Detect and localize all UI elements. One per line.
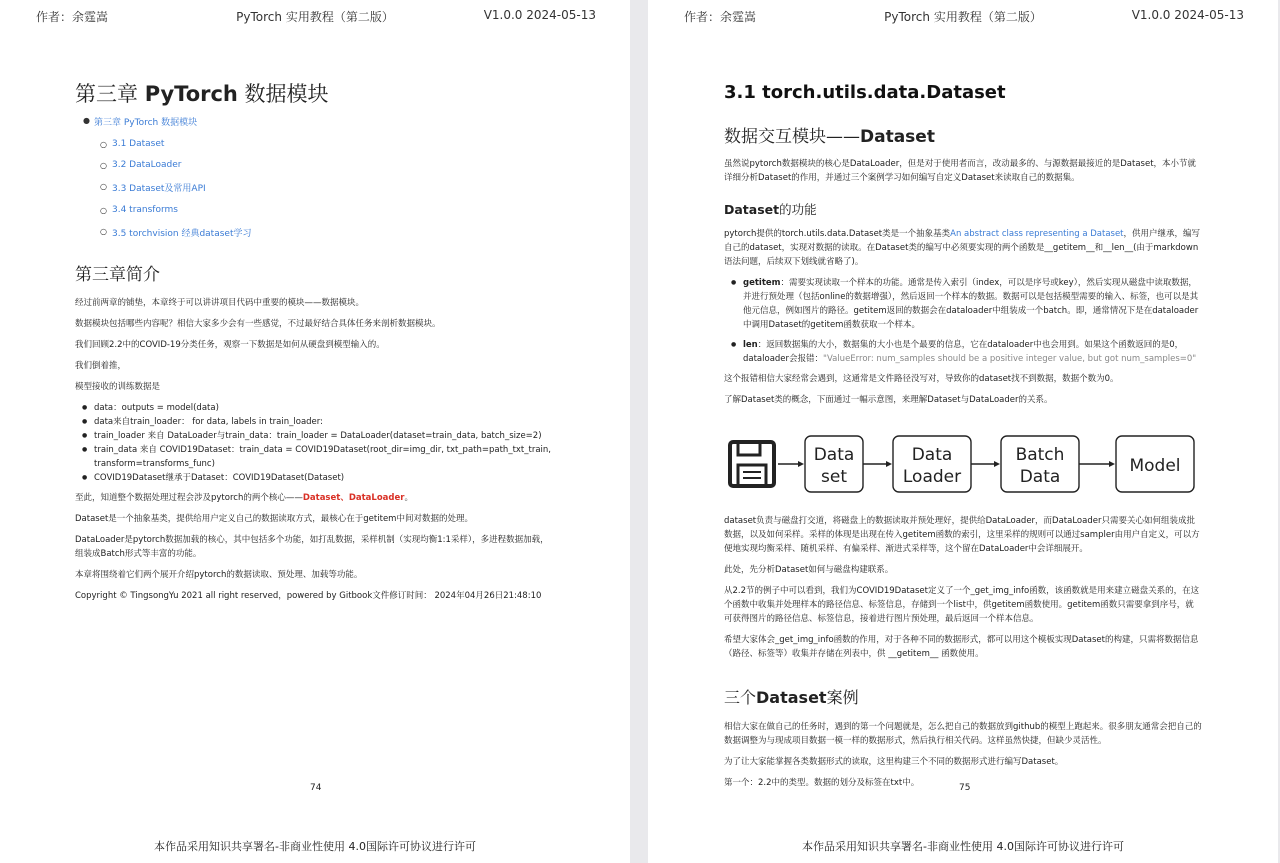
paragraph: 我们倒着推， [75,361,127,371]
chapter-title-suffix: 数据模块 [237,82,329,106]
arrowhead [1109,461,1115,467]
header-title: PyTorch 实用教程（第二版） [884,10,1042,24]
list-item-getitem [724,276,1202,332]
subsection-heading [724,122,935,147]
toc-item-3-1[interactable]: ○ 3.1 Dataset [78,139,251,149]
function-heading-suffix: 的功能 [779,202,817,217]
core-paragraph [75,491,555,505]
table-of-contents [78,115,251,239]
error-paragraph: 这个报错相信大家经常会遇到，这通常是文件路径没写对，导致你的dataset找不到数据，数据个数为0。 [724,374,1119,384]
header-author: 作者：余霆嵩 [684,10,757,24]
function-text-b: ，供用户继承，编写自己的dataset，实现对数据的读取。在Dataset类的编写中必须要实现的两个函数是__getitem__和__len__(由于markdown语法问题，后续双下划线就省略了)。 [724,229,1201,267]
paragraph: 相信大家在做自己的任务时，遇到的第一个问题就是，怎么把自己的数据放到github的模型上跑起来。很多朋友通常会把自己的数据调整为与现成项目数据一模一样的数据形式，然后执行相关代码。这样虽然快捷，但缺少灵活性。 [724,722,1202,746]
box-dataset-label-2: set [821,467,847,487]
chapter-title-bold: PyTorch [144,82,238,106]
len-text: ：返回数据集的大小，数据集的大小也是个最要的信息，它在dataloader中也会用到。如果这个函数返回的是0，dataloader会报错： [743,340,1184,364]
subsection-heading-prefix: 数据交互模块—— [724,127,860,147]
footer-license: 本作品采用知识共享署名-非商业性使用 4.0国际许可协议进行许可 [154,840,476,853]
list-item-len [724,338,1202,366]
box-batchdata-label-1: Batch [1015,445,1065,465]
arrowhead [994,461,1000,467]
arrowhead [886,461,892,467]
disk-icon [730,442,774,486]
error-message: "ValueError: num_samples should be a positive integer value, but got num_samples=0" [823,354,1197,364]
relation-paragraph: 了解Dataset类的概念，下面通过一幅示意图，来理解Dataset与DataLoader的关系。 [724,395,1053,405]
cases-heading [724,685,859,708]
box-model-label: Model [1129,456,1181,476]
core-red-text: Dataset、DataLoader [302,493,405,503]
footer-license: 本作品采用知识共享署名-非商业性使用 4.0国际许可协议进行许可 [802,840,1124,853]
function-paragraph [724,227,1202,269]
len-label: len [743,340,758,350]
cases-heading-bold: Dataset [756,688,827,707]
box-dataset-label-1: Data [813,445,855,465]
paragraph: 此处，先分析Dataset如何与磁盘构建联系。 [724,565,894,575]
function-text-a: pytorch提供的torch.utils.data.Dataset类是一个抽象基类 [724,229,951,239]
list-item: ● data：outputs = model(data) [75,401,555,415]
cases-heading-prefix: 三个 [724,688,757,707]
paragraph: 经过前两章的铺垫，本章终于可以讲讲项目代码中重要的模块——数据模块。 [75,298,365,308]
copyright: Copyright © TingsongYu 2021 all right reserved，powered by Gitbook文件修订时间： 2024年04月26日21:48:10 [75,591,542,601]
core-suffix: 。 [404,493,413,503]
toc-item-chapter3[interactable]: ● 第三章 PyTorch 数据模块 [78,115,251,128]
right-page [648,0,1278,863]
page-number: 75 [959,783,971,793]
toc-item-3-3[interactable]: ○ 3.3 Dataset及常用API [78,181,251,194]
dataset-dataloader-diagram [724,430,1204,505]
paragraph: 从2.2节的例子中可以看到，我们为COVID19Dataset定义了一个_get_img_info函数，该函数就是用来建立磁盘关系的，在这个函数中收集并处理样本的路径信息、标签信息，存储到一个list中，供getitem函数使用。getitem函数只需要拿到序号，就可获得图片的路径信息、标签信息，接着进行图片预处理，最后返回一个样本信息。 [724,586,1200,624]
paragraph: 为了让大家能掌握各类数据形式的读取，这里构建三个不同的数据形式进行编写Dataset。 [724,757,1064,767]
core-prefix: 至此，知道整个数据处理过程会涉及pytorch的两个核心—— [75,493,303,503]
list-item: ● train_data 来自 COVID19Dataset：train_data = COVID19Dataset(root_dir=img_dir, txt_path=path_txt_train, transform=transforms_func) [75,443,555,471]
intro-block [724,157,1202,192]
page-number: 74 [310,783,322,793]
getitem-text: ：需要实现读取一个样本的功能。通常是传入索引（index，可以是序号或key），然后实现从磁盘中读取数据，并进行预处理（包括online的数据增强），然后返回一个样本的数据。数据可以是包括模型需要的输入、标签，也可以是其他元信息，例如图片的路径。getitem返回的数据会在dataloader中组装成一个batch。即，通常情况下是在dataloader中调用Dataset的getitem函数获取一个样本。 [743,278,1199,330]
subsection-heading-bold: Dataset [860,127,935,147]
box-batchdata-label-2: Data [1019,467,1061,487]
function-bullets [724,276,1202,366]
left-page [0,0,630,863]
header-version: V1.0.0 2024-05-13 [483,8,596,22]
box-dataloader-label-1: Data [911,445,953,465]
chapter-title [75,78,329,108]
arrowhead [798,461,804,467]
list-item: ● train_loader 来自 DataLoader与train_data：train_loader = DataLoader(dataset=train_data, batch_size=2) [75,429,555,443]
list-item: ● data来自train_loader： for data, labels in train_loader: [75,415,555,429]
toc-item-3-4[interactable]: ○ 3.4 transforms [78,205,251,215]
toc-item-3-5[interactable]: ○ 3.5 torchvision 经典dataset学习 [78,226,251,239]
paragraph: 第一个：2.2中的类型。数据的划分及标签在txt中。 [724,778,920,788]
bullet-list [75,401,555,485]
right-body-bottom [724,514,1202,668]
function-heading [724,200,817,218]
outline-paragraph: 本章将围绕着它们两个展开介绍pytorch的数据读取、预处理、加载等功能。 [75,570,363,580]
abstract-class-link[interactable]: An abstract class representing a Dataset [950,229,1124,239]
header-title: PyTorch 实用教程（第二版） [236,10,394,24]
box-dataloader-label-2: Loader [902,467,962,487]
section-title: 第三章简介 [75,265,160,285]
paragraph: dataset负责与磁盘打交道，将磁盘上的数据读取并预处理好，提供给DataLoader，而DataLoader只需要关心如何组装成批数据，以及如何采样。采样的体现是出现在传入getitem函数的索引，这里采样的规则可以通过sampler由用户自定义，可以方便地实现均衡采样、随机采样、有偏采样、渐进式采样等，这个留在DataLoader中会详细展开。 [724,516,1200,554]
list-item: ● COVID19Dataset继承于Dataset：COVID19Dataset(Dataset) [75,471,555,485]
function-heading-bold: Dataset [724,202,780,217]
section-heading: 3.1 torch.utils.data.Dataset [724,82,1006,103]
toc-item-3-2[interactable]: ○ 3.2 DataLoader [78,160,251,170]
paragraph: 数据模块包括哪些内容呢？相信大家多少会有一些感觉，不过最好结合具体任务来剖析数据模块。 [75,319,441,329]
dataloader-paragraph: DataLoader是pytorch数据加载的核心，其中包括多个功能，如打乱数据，采样机制（实现均衡1:1采样），多进程数据加载，组装成Batch形式等丰富的功能。 [75,535,549,559]
paragraph: 模型接收的训练数据是 [75,382,161,392]
left-body [75,296,555,610]
dataset-paragraph: Dataset是一个抽象基类，提供给用户定义自己的数据读取方式，最核心在于getitem中间对数据的处理。 [75,514,473,524]
header-author: 作者：余霆嵩 [36,10,109,24]
chapter-title-prefix: 第三章 [75,82,145,106]
getitem-label: getitem [743,278,781,288]
header-version: V1.0.0 2024-05-13 [1131,8,1244,22]
paragraph: 希望大家体会_get_img_info函数的作用，对于各种不同的数据形式，都可以用这个模板实现Dataset的构建，只需将数据信息（路径、标签等）收集并存储在列表中，供 __getitem__ 函数使用。 [724,635,1199,659]
intro-paragraph: 虽然说pytorch数据模块的核心是DataLoader，但是对于使用者而言，改动最多的、与源数据最接近的是Dataset，本小节就详细分析Dataset的作用，并通过三个案例学习如何编写自定义Dataset来读取自己的数据集。 [724,159,1197,183]
right-body-top [724,227,1202,414]
cases-heading-suffix: 案例 [826,688,859,707]
paragraph: 我们回顾2.2中的COVID-19分类任务，观察一下数据是如何从硬盘到模型输入的。 [75,340,385,350]
